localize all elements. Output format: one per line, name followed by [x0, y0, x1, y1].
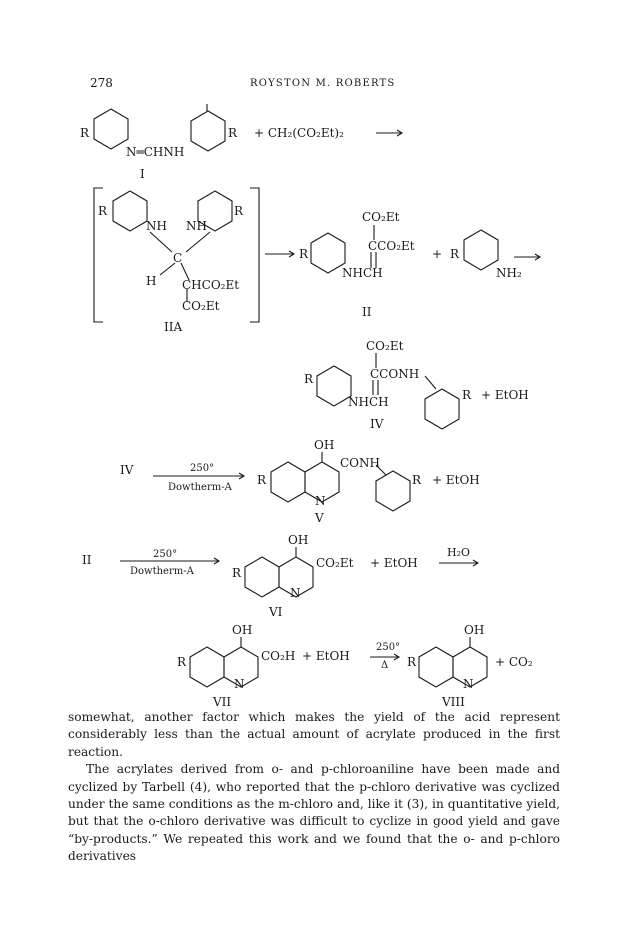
ring-nitrogen: N: [234, 677, 245, 691]
benzene-ring: [376, 471, 410, 511]
benzene-ring: [113, 191, 147, 231]
bracket: [250, 188, 259, 322]
compound-label-VI: VI: [269, 605, 283, 619]
oh-group: OH: [232, 623, 253, 637]
nhch-group: NHCH: [348, 395, 389, 409]
central-carbon: C: [173, 251, 183, 265]
oh-group: OH: [314, 438, 335, 452]
co2et-group: CO₂Et: [316, 556, 354, 570]
co2et-group: CO₂Et: [366, 339, 404, 353]
r-substituent: R: [304, 372, 314, 386]
page-number: 278: [90, 76, 113, 90]
r-substituent: R: [407, 655, 417, 669]
reactant-label: IV: [120, 463, 134, 477]
co2et-group: CO₂Et: [182, 299, 220, 313]
oh-group: OH: [288, 533, 309, 547]
benzene-ring: [419, 647, 453, 687]
benzene-ring: [190, 647, 224, 687]
scheme-lines: [94, 104, 540, 687]
ring-nitrogen: N: [463, 677, 474, 691]
cconh-group: CCONH: [370, 367, 420, 381]
r-substituent: R: [80, 126, 90, 140]
heat-symbol: Δ: [381, 660, 389, 671]
body-text: [68, 709, 560, 866]
plus-ethanol: + EtOH: [481, 388, 529, 402]
r-substituent: R: [234, 204, 244, 218]
compound-label-VIII: VIII: [442, 695, 465, 708]
ring-nitrogen: N: [315, 494, 326, 508]
plus-sign: +: [432, 247, 443, 261]
oh-group: OH: [464, 623, 485, 637]
compound-label-V: V: [315, 511, 324, 525]
paragraph: The acrylates derived from o- and p-chloroaniline have been made and cyclized by Tarbell (4), who reported that the p-chloro derivative was cyclized under the same conditions as the m-chloro and, like it (3), in quantitative yield, but that the o-chloro derivative was difficult to cyclize in good yield and gave “by-products.” We repeated this work and we found that the o- and p-chloro derivatives: [68, 762, 560, 864]
compound-label-IV: IV: [370, 417, 384, 431]
r-substituent: R: [257, 473, 267, 487]
plus-ethanol: + EtOH: [432, 473, 480, 487]
compound-label-I: I: [140, 167, 145, 181]
co2h-group: CO₂H: [261, 649, 296, 663]
benzene-ring: [191, 111, 225, 151]
cco2et-group: CCO₂Et: [368, 239, 415, 253]
r-substituent: R: [228, 126, 238, 140]
co2et-group: CO₂Et: [362, 210, 400, 224]
conh-group: CONH: [340, 456, 380, 470]
temperature: 250°: [190, 463, 215, 474]
running-head: ROYSTON M. ROBERTS: [250, 78, 396, 89]
nh-group: NH: [146, 219, 167, 233]
ring-nitrogen: N: [290, 586, 301, 600]
imine-linker: N═CHNH: [126, 145, 185, 159]
benzene-ring: [464, 230, 498, 270]
benzene-ring: [271, 462, 305, 502]
r-substituent: R: [232, 566, 242, 580]
r-substituent: R: [450, 247, 460, 261]
paragraph: somewhat, another factor which makes the yield of the acid represent considerably less than the actual amount of acrylate produced in the first reaction.: [68, 710, 560, 759]
r-substituent: R: [462, 388, 472, 402]
benzene-ring: [311, 233, 345, 273]
reactant-label: II: [82, 553, 92, 567]
diethyl-malonate: + CH₂(CO₂Et)₂: [254, 126, 344, 140]
benzene-ring: [245, 557, 279, 597]
r-substituent: R: [412, 473, 422, 487]
compound-label-VII: VII: [213, 695, 232, 708]
solvent: Dowtherm-A: [130, 566, 194, 577]
plus-carbon-dioxide: + CO₂: [495, 655, 533, 669]
temperature: 250°: [376, 642, 401, 653]
plus-ethanol: + EtOH: [302, 649, 350, 663]
compound-label-II: II: [362, 305, 372, 319]
temperature: 250°: [153, 549, 178, 560]
nh2-group: NH₂: [496, 266, 522, 280]
chco2et-group: CHCO₂Et: [182, 278, 240, 292]
plus-ethanol: + EtOH: [370, 556, 418, 570]
r-substituent: R: [299, 247, 309, 261]
benzene-ring: [425, 389, 459, 429]
benzene-ring: [94, 109, 128, 149]
benzene-ring: [317, 366, 351, 406]
hydrogen: H: [146, 274, 157, 288]
compound-label-IIA: IIA: [164, 320, 183, 334]
solvent: Dowtherm-A: [168, 482, 232, 493]
r-substituent: R: [98, 204, 108, 218]
nhch-group: NHCH: [342, 266, 383, 280]
r-substituent: R: [177, 655, 187, 669]
water-reagent: H₂O: [447, 546, 471, 559]
nh-group: NH: [186, 219, 207, 233]
